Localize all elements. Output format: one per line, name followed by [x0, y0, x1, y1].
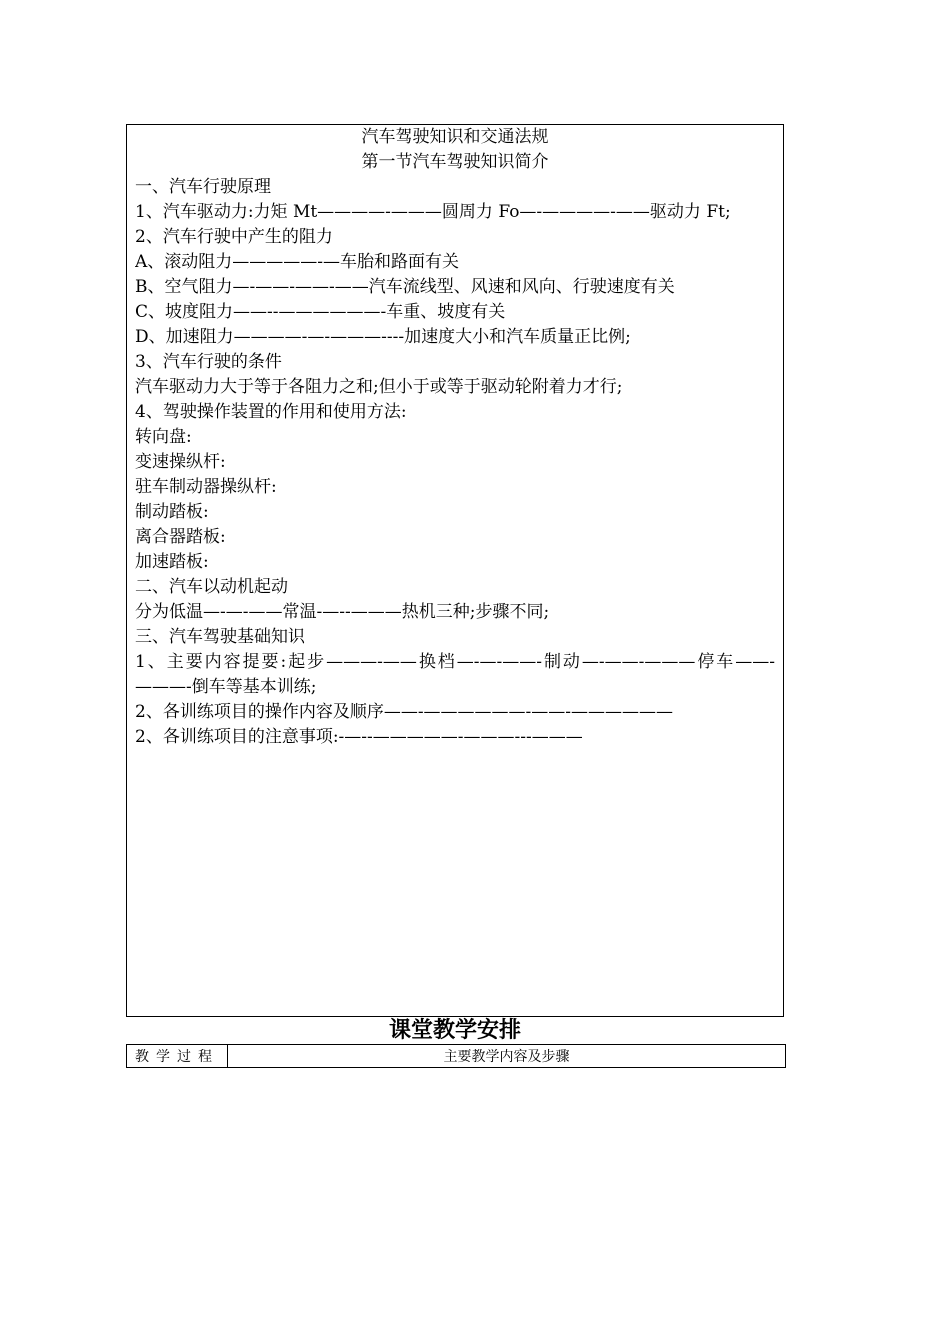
heading-driving-principle: 一、汽车行驶原理	[135, 177, 271, 197]
column-teaching-process: 教学过程	[127, 1045, 228, 1068]
text-steering-wheel: 转向盘:	[135, 427, 192, 447]
text-engine-start: 分为低温—-—-——常温-—--———热机三种;步骤不同;	[135, 602, 550, 622]
text-gear-lever: 变速操纵杆:	[135, 452, 226, 472]
text-training-notes: 2、各训练项目的注意事项:-—--—————-———---———	[135, 727, 583, 747]
lesson-body	[127, 175, 783, 750]
text-acceleration-resistance: D、加速阻力————-—-———----加速度大小和汽车质量正比例;	[135, 327, 631, 347]
heading-controls: 4、驾驶操作装置的作用和使用方法:	[135, 402, 407, 422]
table-header-row	[127, 1045, 786, 1068]
text-rolling-resistance: A、滚动阻力—————-—车胎和路面有关	[135, 252, 460, 272]
text-brake-pedal: 制动踏板:	[135, 502, 209, 522]
heading-driving-conditions: 3、汽车行驶的条件	[135, 352, 282, 372]
arrangement-table	[126, 1044, 786, 1068]
text-driving-force: 1、汽车驱动力:力矩 Mt————-———圆周力 Fo—-————-——驱动力 Ft;	[135, 202, 731, 222]
text-air-resistance: B、空气阻力—-——-——-——汽车流线型、风速和风向、行驶速度有关	[135, 277, 675, 297]
text-training-sequence: 2、各训练项目的操作内容及顺序——-——————-——-——————	[135, 702, 674, 722]
section-title: 第一节汽车驾驶知识简介	[361, 152, 549, 172]
heading-engine-start: 二、汽车以动机起动	[135, 577, 288, 597]
text-clutch-pedal: 离合器踏板:	[135, 527, 226, 547]
lesson-content-box	[126, 124, 784, 1017]
text-driving-conditions: 汽车驱动力大于等于各阻力之和;但小于或等于驱动轮附着力才行;	[135, 377, 623, 397]
text-grade-resistance: C、坡度阻力——--——————-车重、坡度有关	[135, 302, 506, 322]
heading-resistance: 2、汽车行驶中产生的阻力	[135, 227, 333, 247]
text-main-content: 1、主要内容提要:起步———-——换档—-—-——-制动—-——-———停车——-———-倒车等基本训练;	[135, 652, 775, 697]
column-teaching-content: 主要教学内容及步骤	[228, 1045, 786, 1068]
heading-driving-basics: 三、汽车驾驶基础知识	[135, 627, 305, 647]
text-accelerator-pedal: 加速踏板:	[135, 552, 209, 572]
text-parking-brake: 驻车制动器操纵杆:	[135, 477, 277, 497]
document-title: 汽车驾驶知识和交通法规	[361, 127, 549, 147]
arrangement-title: 课堂教学安排	[388, 1018, 521, 1043]
